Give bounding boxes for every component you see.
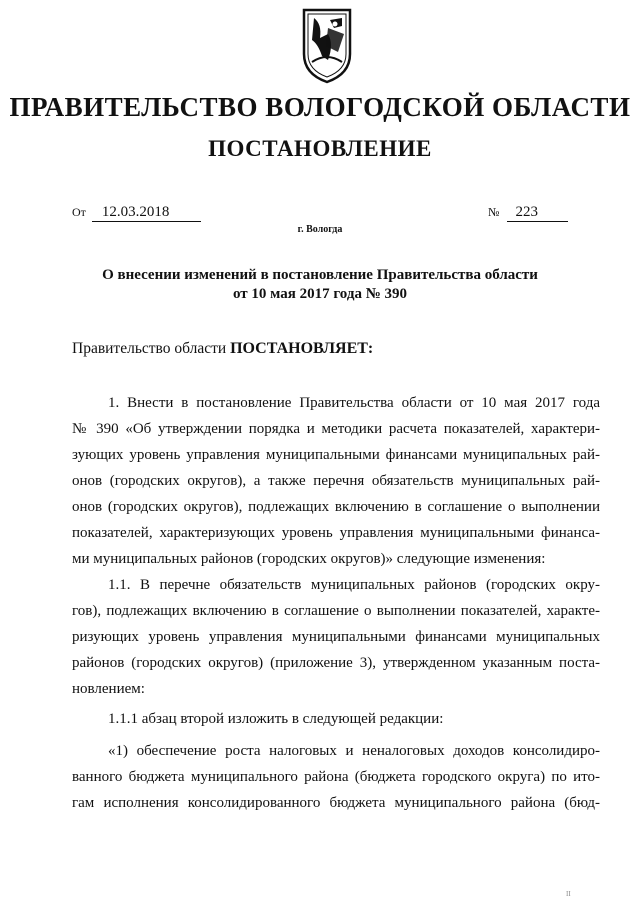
date-value: 12.03.2018 — [92, 204, 202, 222]
paragraph-line: онов (городских округов), подлежащих включению в соглашение о выполнении — [72, 499, 600, 515]
organization-title: ПРАВИТЕЛЬСТВО ВОЛОГОДСКОЙ ОБЛАСТИ — [9, 92, 631, 122]
decree-line — [72, 340, 373, 358]
date-prefix: От — [72, 205, 86, 219]
page-mark: II — [566, 890, 571, 898]
number-field — [488, 204, 568, 222]
paragraph-line: зующих уровень управления муниципальными финансами муниципальных рай- — [72, 447, 600, 463]
paragraph-line: новлением: — [72, 681, 145, 697]
coat-of-arms-emblem — [298, 4, 356, 84]
city-label: г. Вологда — [297, 224, 343, 235]
paragraph-line: онов (городских округов), а также перечня обязательств муниципальных рай- — [72, 473, 600, 489]
number-prefix: № — [488, 205, 500, 219]
paragraph-line: ми муниципальных районов (городских округов)» следующие изменения: — [72, 551, 546, 567]
decree-verb: ПОСТАНОВЛЯЕТ: — [230, 340, 374, 357]
paragraph-line: 1.1.1 абзац второй изложить в следующей редакции: — [108, 711, 444, 727]
document-type: ПОСТАНОВЛЕНИЕ — [208, 136, 432, 161]
paragraph-4 — [72, 738, 600, 816]
heading-line-2: от 10 мая 2017 года № 390 — [232, 286, 408, 302]
paragraph-line: гам исполнения консолидированного бюджета муниципального района (бюд- — [72, 795, 600, 811]
paragraph-line: районов (городских округов) (приложение 3), утвержденном указанным поста- — [72, 655, 600, 671]
paragraph-line: 1.1. В перечне обязательств муниципальных районов (городских окру- — [108, 577, 600, 593]
paragraph-2 — [72, 572, 600, 702]
decree-subject: Правительство области — [72, 340, 227, 357]
document-heading — [0, 266, 640, 304]
heading-line-1: О внесении изменений в постановление Правительства области — [102, 267, 538, 283]
paragraph-line: показателей, характеризующих уровень управления муниципальными финанса- — [72, 525, 600, 541]
paragraph-line: ризующих уровень управления муниципальными финансами муниципальных — [72, 629, 600, 645]
date-field — [72, 204, 201, 222]
paragraph-line: ванного бюджета муниципального района (бюджета городского округа) по ито- — [72, 769, 600, 785]
paragraph-3 — [72, 706, 600, 732]
paragraph-line: 1. Внести в постановление Правительства области от 10 мая 2017 года — [108, 395, 600, 411]
paragraph-line: «1) обеспечение роста налоговых и неналоговых доходов консолидиро- — [108, 743, 600, 759]
paragraph-line: № 390 «Об утверждении порядка и методики расчета показателей, характери- — [72, 421, 600, 437]
paragraph-line: гов), подлежащих включению в соглашение о выполнении показателей, характе- — [72, 603, 600, 619]
paragraph-1 — [72, 390, 600, 572]
number-value: 223 — [507, 204, 568, 222]
